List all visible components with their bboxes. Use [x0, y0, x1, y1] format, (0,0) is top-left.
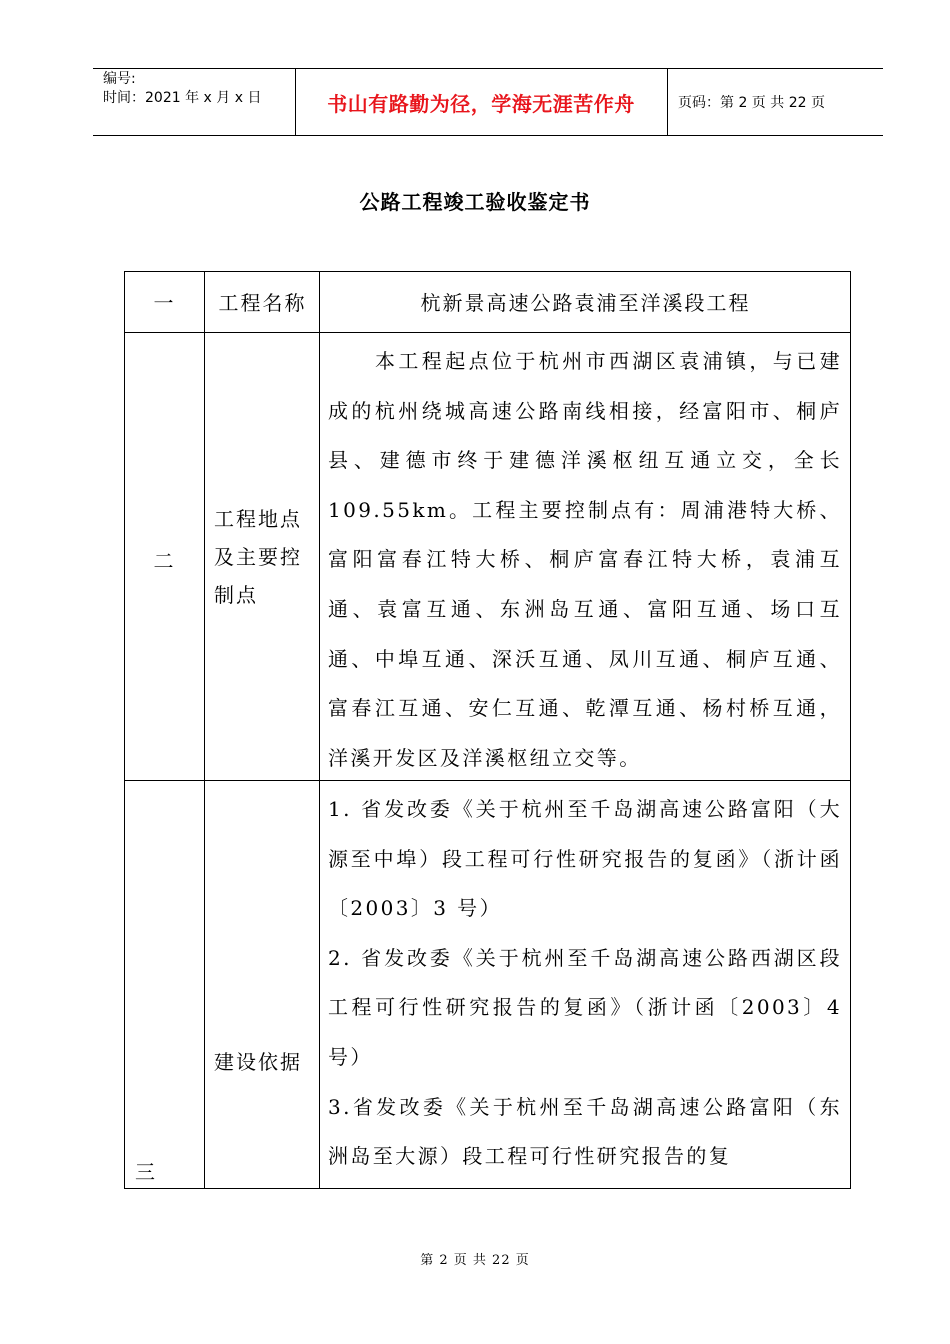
row2-label-line-2: 及主要控: [214, 545, 302, 569]
header-meta: [103, 70, 261, 108]
header-page-label: 页码：第 2 页 共 22 页: [678, 95, 825, 111]
row1-label: 工程名称: [218, 291, 307, 315]
basis-item-3: 3.省发改委《关于杭州至千岛湖高速公路富阳（东洲岛至大源）段工程可行性研究报告的复: [328, 1094, 842, 1169]
table-border-bottom: [124, 1188, 851, 1189]
row2-index: 二: [153, 549, 176, 573]
table-border-left: [124, 271, 125, 1189]
page-footer: 第 2 页 共 22 页: [420, 1253, 530, 1268]
row2-label-line-3: 制点: [214, 583, 258, 607]
row3-index: 三: [135, 1160, 157, 1184]
header-divider-right: [667, 69, 668, 135]
header-bottom-rule: [93, 135, 883, 136]
document-title: 公路工程竣工验收鉴定书: [359, 190, 591, 214]
table-border-right: [850, 271, 851, 1189]
table-border-top: [124, 271, 851, 272]
header-motto: 书山有路勤为径，学海无涯苦作舟: [327, 92, 635, 116]
row3-label: 建设依据: [214, 1050, 302, 1074]
table-row-divider-1: [124, 332, 851, 333]
table-col-divider-2: [319, 271, 320, 1189]
row2-label: [214, 500, 302, 614]
number-label: 编号:: [103, 71, 136, 87]
basis-item-1: 1. 省发改委《关于杭州至千岛湖高速公路富阳（大源至中埠）段工程可行性研究报告的复函》（浙计函〔2003〕3 号）: [328, 797, 842, 921]
row3-content: [328, 785, 842, 1182]
row1-value: 杭新景高速公路袁浦至洋溪段工程: [420, 291, 751, 315]
time-label: 时间：2021 年 x 月 x 日: [103, 90, 262, 106]
table-col-divider-1: [204, 271, 205, 1189]
header-top-rule: [93, 68, 883, 69]
row2-content: 本工程起点位于杭州市西湖区袁浦镇，与已建成的杭州绕城高速公路南线相接，经富阳市、桐庐县、建德市终于建德洋溪枢纽互通立交，全长 109.55km。工程主要控制点有：周浦港特大桥、富阳富春江特大桥、桐庐富春江特大桥，袁浦互通、袁富互通、东洲岛互通、富阳互通、场口互通、中埠互通、深沃互通、凤川互通、桐庐互通、富春江互通、安仁互通、乾潭互通、杨村桥互通，洋溪开发区及洋溪枢纽立交等。: [328, 349, 842, 770]
row1-index: 一: [153, 291, 176, 315]
basis-item-2: 2. 省发改委《关于杭州至千岛湖高速公路西湖区段工程可行性研究报告的复函》（浙计函〔2003〕4 号）: [328, 945, 842, 1069]
row2-label-line-1: 工程地点: [214, 507, 302, 531]
